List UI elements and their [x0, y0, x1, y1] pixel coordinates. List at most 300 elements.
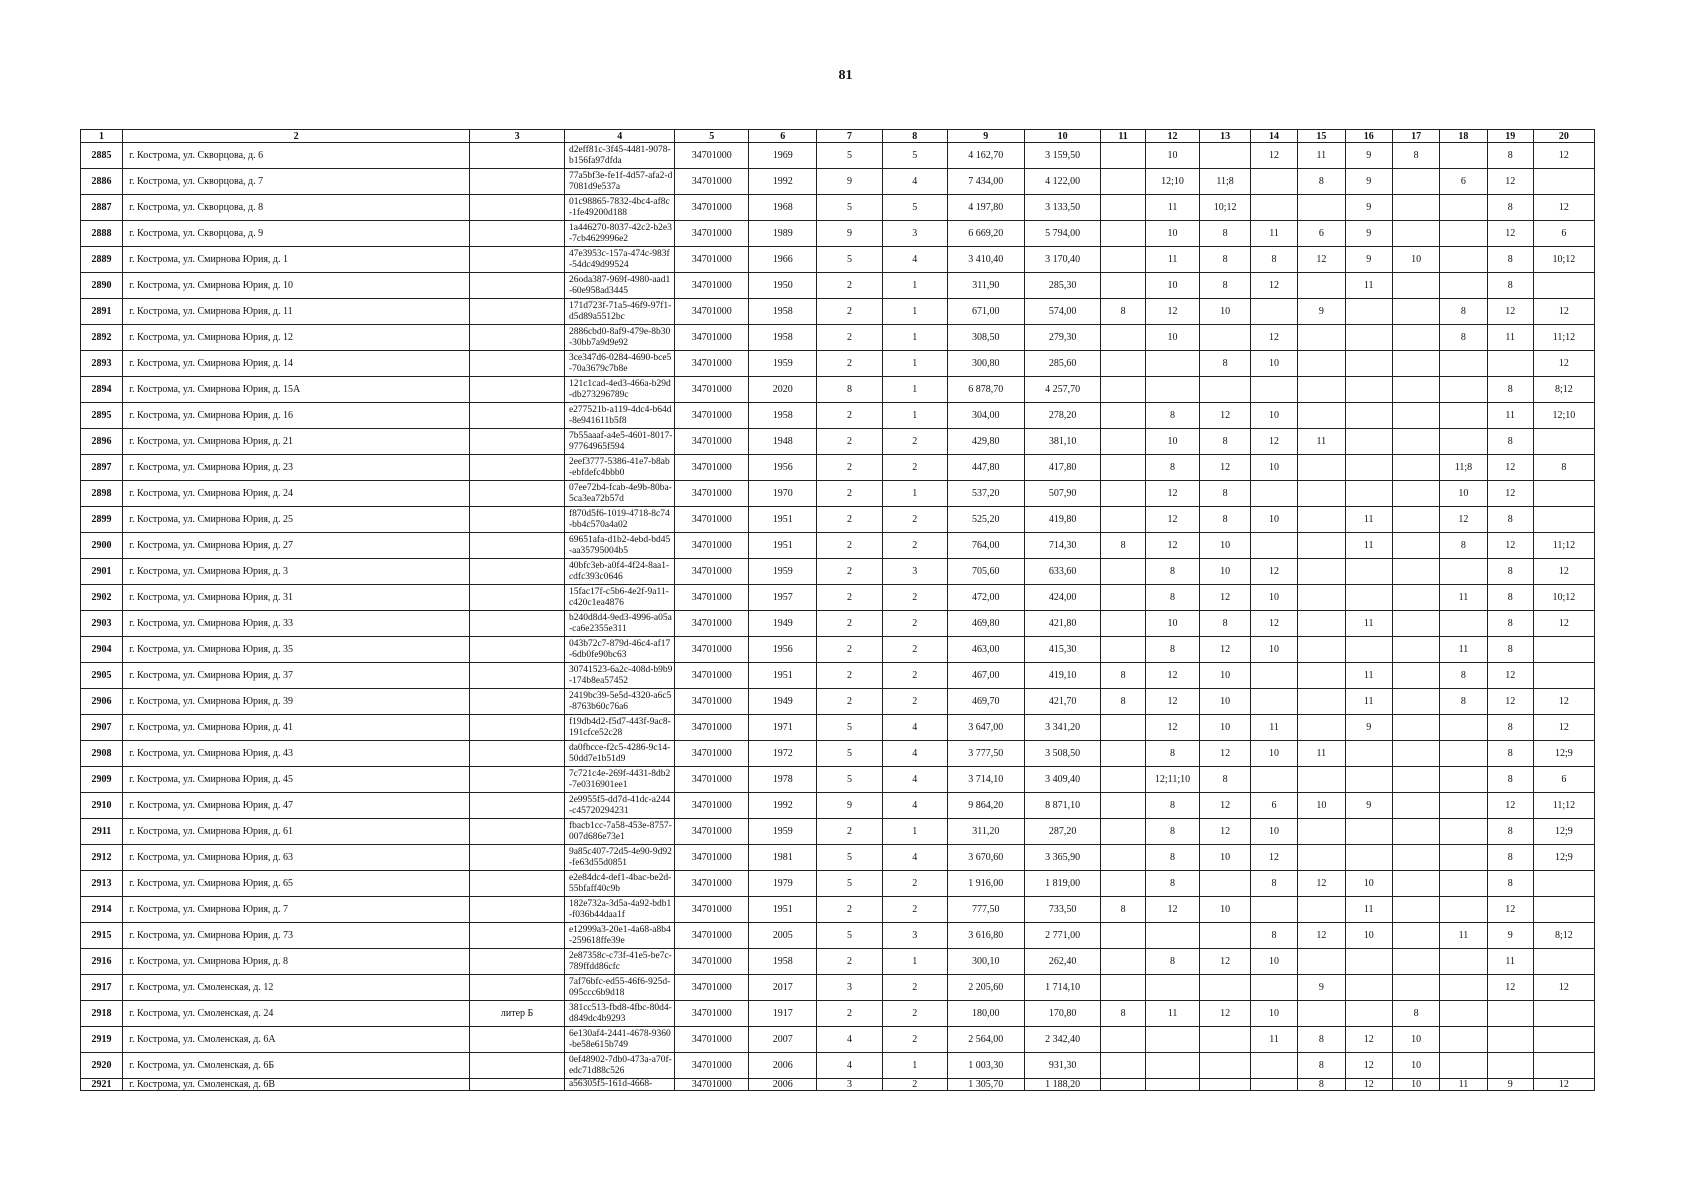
cell-col-17 [1392, 741, 1439, 767]
cell-col-15 [1298, 273, 1345, 299]
cell-col-20: 10;12 [1533, 247, 1594, 273]
cell-col-18 [1440, 793, 1487, 819]
year-cell: 1966 [749, 247, 817, 273]
cell-col-13: 8 [1200, 273, 1251, 299]
oktmo-cell: 34701000 [675, 559, 749, 585]
cell-col-19 [1487, 351, 1533, 377]
cell-col-8: 2 [882, 1027, 947, 1053]
cell-col-17 [1392, 611, 1439, 637]
cell-col-20 [1533, 507, 1594, 533]
cell-col-19: 9 [1487, 923, 1533, 949]
cell-col-12: 12 [1145, 533, 1200, 559]
cell-col-19: 11 [1487, 949, 1533, 975]
guid-cell: da0fbcce-f2c5-4286-9c14-50dd7e1b51d9 [564, 741, 674, 767]
cell-col-18: 8 [1440, 325, 1487, 351]
row-number-cell: 2896 [81, 429, 123, 455]
cell-col-9: 777,50 [947, 897, 1024, 923]
row-number-cell: 2888 [81, 221, 123, 247]
cell-col-8: 2 [882, 585, 947, 611]
cell-col-7: 2 [817, 299, 882, 325]
oktmo-cell: 34701000 [675, 533, 749, 559]
table-row [81, 299, 1595, 325]
year-cell: 1992 [749, 169, 817, 195]
oktmo-cell: 34701000 [675, 273, 749, 299]
cell-col-17 [1392, 533, 1439, 559]
table-row [81, 351, 1595, 377]
table-row [81, 715, 1595, 741]
table-row [81, 1027, 1595, 1053]
cell-col-16 [1345, 455, 1392, 481]
cell-col-16: 9 [1345, 793, 1392, 819]
cell-col-10: 2 771,00 [1024, 923, 1101, 949]
cell-col-20: 12 [1533, 689, 1594, 715]
cell-col-11 [1101, 845, 1145, 871]
cell-col-15: 11 [1298, 429, 1345, 455]
row-number-cell: 2919 [81, 1027, 123, 1053]
cell-col-8: 2 [882, 689, 947, 715]
cell-col-7: 2 [817, 429, 882, 455]
year-cell: 1948 [749, 429, 817, 455]
cell-col-9: 705,60 [947, 559, 1024, 585]
cell-col-16: 11 [1345, 611, 1392, 637]
column-header-14: 14 [1250, 130, 1297, 143]
cell-col-16 [1345, 1001, 1392, 1027]
cell-col-20: 10;12 [1533, 585, 1594, 611]
cell-col-18: 12 [1440, 507, 1487, 533]
year-cell: 2005 [749, 923, 817, 949]
address-cell: г. Кострома, ул. Смирнова Юрия, д. 33 [123, 611, 470, 637]
cell-col-16 [1345, 559, 1392, 585]
year-cell: 1957 [749, 585, 817, 611]
oktmo-cell: 34701000 [675, 429, 749, 455]
cell-col-8: 2 [882, 1079, 947, 1091]
cell-col-9: 2 564,00 [947, 1027, 1024, 1053]
cell-col-11 [1101, 949, 1145, 975]
address-cell: г. Кострома, ул. Смирнова Юрия, д. 65 [123, 871, 470, 897]
guid-cell: 1a446270-8037-42c2-b2e3-7cb4629996e2 [564, 221, 674, 247]
cell-col-10: 507,90 [1024, 481, 1101, 507]
year-cell: 1951 [749, 507, 817, 533]
cell-col-13 [1200, 1079, 1251, 1091]
cell-col-15: 8 [1298, 1027, 1345, 1053]
year-cell: 1969 [749, 143, 817, 169]
guid-cell: 381cc513-fbd8-4fbc-80d4-d849dc4b9293 [564, 1001, 674, 1027]
oktmo-cell: 34701000 [675, 299, 749, 325]
note-cell [470, 819, 565, 845]
cell-col-7: 5 [817, 767, 882, 793]
row-number-cell: 2906 [81, 689, 123, 715]
oktmo-cell: 34701000 [675, 221, 749, 247]
cell-col-10: 287,20 [1024, 819, 1101, 845]
cell-col-18: 11;8 [1440, 455, 1487, 481]
cell-col-15 [1298, 325, 1345, 351]
cell-col-10: 424,00 [1024, 585, 1101, 611]
cell-col-14: 11 [1250, 221, 1297, 247]
table-row [81, 897, 1595, 923]
cell-col-8: 1 [882, 377, 947, 403]
cell-col-9: 3 714,10 [947, 767, 1024, 793]
note-cell [470, 715, 565, 741]
cell-col-17: 10 [1392, 1079, 1439, 1091]
cell-col-13: 8 [1200, 429, 1251, 455]
column-header-6: 6 [749, 130, 817, 143]
cell-col-14 [1250, 1053, 1297, 1079]
cell-col-9: 3 410,40 [947, 247, 1024, 273]
table-row [81, 611, 1595, 637]
note-cell [470, 585, 565, 611]
guid-cell: 043b72c7-879d-46c4-af17-6db0fe90bc63 [564, 637, 674, 663]
cell-col-13: 12 [1200, 741, 1251, 767]
cell-col-17 [1392, 403, 1439, 429]
cell-col-14: 11 [1250, 715, 1297, 741]
cell-col-18: 11 [1440, 585, 1487, 611]
cell-col-12: 8 [1145, 637, 1200, 663]
year-cell: 1956 [749, 637, 817, 663]
cell-col-17: 10 [1392, 1027, 1439, 1053]
cell-col-10: 633,60 [1024, 559, 1101, 585]
cell-col-10: 3 170,40 [1024, 247, 1101, 273]
cell-col-7: 2 [817, 611, 882, 637]
cell-col-7: 3 [817, 975, 882, 1001]
cell-col-15 [1298, 897, 1345, 923]
cell-col-12: 12 [1145, 663, 1200, 689]
cell-col-11 [1101, 793, 1145, 819]
note-cell [470, 169, 565, 195]
cell-col-10: 4 122,00 [1024, 169, 1101, 195]
cell-col-14 [1250, 481, 1297, 507]
note-cell [470, 221, 565, 247]
cell-col-19: 8 [1487, 611, 1533, 637]
cell-col-16 [1345, 481, 1392, 507]
cell-col-12: 12;10 [1145, 169, 1200, 195]
year-cell: 1972 [749, 741, 817, 767]
address-cell: г. Кострома, ул. Смирнова Юрия, д. 8 [123, 949, 470, 975]
cell-col-18 [1440, 819, 1487, 845]
column-header-16: 16 [1345, 130, 1392, 143]
row-number-cell: 2917 [81, 975, 123, 1001]
cell-col-20: 12;9 [1533, 819, 1594, 845]
cell-col-19: 8 [1487, 871, 1533, 897]
cell-col-18 [1440, 559, 1487, 585]
cell-col-14: 10 [1250, 351, 1297, 377]
cell-col-13: 10 [1200, 559, 1251, 585]
cell-col-20: 12 [1533, 559, 1594, 585]
cell-col-12: 8 [1145, 741, 1200, 767]
cell-col-14: 11 [1250, 1027, 1297, 1053]
cell-col-11 [1101, 741, 1145, 767]
note-cell [470, 481, 565, 507]
cell-col-14: 8 [1250, 871, 1297, 897]
cell-col-10: 285,60 [1024, 351, 1101, 377]
cell-col-19: 8 [1487, 819, 1533, 845]
cell-col-9: 4 162,70 [947, 143, 1024, 169]
oktmo-cell: 34701000 [675, 793, 749, 819]
guid-cell: 69651afa-d1b2-4ebd-bd45-aa35795004b5 [564, 533, 674, 559]
note-cell [470, 455, 565, 481]
cell-col-11: 8 [1101, 1001, 1145, 1027]
guid-cell: 0ef48902-7db0-473a-a70f-edc71d88c526 [564, 1053, 674, 1079]
cell-col-20: 12 [1533, 195, 1594, 221]
cell-col-12: 8 [1145, 819, 1200, 845]
oktmo-cell: 34701000 [675, 403, 749, 429]
cell-col-16: 9 [1345, 195, 1392, 221]
row-number-cell: 2916 [81, 949, 123, 975]
cell-col-16: 9 [1345, 715, 1392, 741]
address-cell: г. Кострома, ул. Смоленская, д. 6Б [123, 1053, 470, 1079]
row-number-cell: 2908 [81, 741, 123, 767]
cell-col-8: 1 [882, 325, 947, 351]
cell-col-9: 3 616,80 [947, 923, 1024, 949]
cell-col-17 [1392, 325, 1439, 351]
oktmo-cell: 34701000 [675, 949, 749, 975]
note-cell [470, 403, 565, 429]
cell-col-12: 8 [1145, 559, 1200, 585]
cell-col-13: 8 [1200, 247, 1251, 273]
cell-col-20: 11;12 [1533, 325, 1594, 351]
cell-col-12: 12 [1145, 507, 1200, 533]
cell-col-20: 12 [1533, 975, 1594, 1001]
cell-col-14: 10 [1250, 507, 1297, 533]
table-row [81, 845, 1595, 871]
cell-col-13: 10;12 [1200, 195, 1251, 221]
guid-cell: a56305f5-161d-4668- [564, 1079, 674, 1091]
column-header-7: 7 [817, 130, 882, 143]
cell-col-8: 3 [882, 221, 947, 247]
cell-col-16 [1345, 585, 1392, 611]
cell-col-15: 12 [1298, 923, 1345, 949]
column-header-12: 12 [1145, 130, 1200, 143]
column-header-5: 5 [675, 130, 749, 143]
note-cell [470, 741, 565, 767]
oktmo-cell: 34701000 [675, 585, 749, 611]
oktmo-cell: 34701000 [675, 715, 749, 741]
cell-col-17: 8 [1392, 143, 1439, 169]
cell-col-7: 5 [817, 741, 882, 767]
cell-col-11 [1101, 975, 1145, 1001]
cell-col-7: 9 [817, 793, 882, 819]
cell-col-14: 12 [1250, 559, 1297, 585]
cell-col-18 [1440, 429, 1487, 455]
oktmo-cell: 34701000 [675, 1079, 749, 1091]
cell-col-7: 2 [817, 819, 882, 845]
cell-col-18 [1440, 949, 1487, 975]
year-cell: 2006 [749, 1053, 817, 1079]
cell-col-8: 5 [882, 195, 947, 221]
table-body [81, 143, 1595, 1091]
oktmo-cell: 34701000 [675, 1027, 749, 1053]
cell-col-19: 8 [1487, 273, 1533, 299]
guid-cell: 77a5bf3e-fe1f-4d57-afa2-d7081d9e537a [564, 169, 674, 195]
table-row [81, 975, 1595, 1001]
cell-col-11: 8 [1101, 663, 1145, 689]
cell-col-9: 4 197,80 [947, 195, 1024, 221]
cell-col-18: 6 [1440, 169, 1487, 195]
cell-col-12: 10 [1145, 429, 1200, 455]
cell-col-14: 12 [1250, 429, 1297, 455]
oktmo-cell: 34701000 [675, 819, 749, 845]
cell-col-14 [1250, 975, 1297, 1001]
cell-col-17 [1392, 923, 1439, 949]
cell-col-8: 3 [882, 923, 947, 949]
cell-col-12 [1145, 1053, 1200, 1079]
row-number-cell: 2886 [81, 169, 123, 195]
table-row [81, 1001, 1595, 1027]
cell-col-17 [1392, 975, 1439, 1001]
oktmo-cell: 34701000 [675, 143, 749, 169]
cell-col-7: 5 [817, 845, 882, 871]
guid-cell: f19db4d2-f5d7-443f-9ac8-191cfce52c28 [564, 715, 674, 741]
note-cell [470, 949, 565, 975]
address-cell: г. Кострома, ул. Смирнова Юрия, д. 41 [123, 715, 470, 741]
table-row [81, 923, 1595, 949]
table-row [81, 221, 1595, 247]
cell-col-7: 2 [817, 689, 882, 715]
cell-col-7: 9 [817, 169, 882, 195]
cell-col-16 [1345, 403, 1392, 429]
cell-col-7: 5 [817, 715, 882, 741]
cell-col-17 [1392, 585, 1439, 611]
cell-col-15: 8 [1298, 169, 1345, 195]
guid-cell: e12999a3-20e1-4a68-a8b4-259618ffe39e [564, 923, 674, 949]
cell-col-7: 5 [817, 195, 882, 221]
cell-col-8: 2 [882, 455, 947, 481]
guid-cell: 2886cbd0-8af9-479e-8b30-30bb7a9d9e92 [564, 325, 674, 351]
cell-col-9: 9 864,20 [947, 793, 1024, 819]
table-row [81, 637, 1595, 663]
cell-col-19: 8 [1487, 195, 1533, 221]
row-number-cell: 2911 [81, 819, 123, 845]
cell-col-17 [1392, 871, 1439, 897]
cell-col-16: 11 [1345, 273, 1392, 299]
note-cell [470, 663, 565, 689]
cell-col-12: 8 [1145, 455, 1200, 481]
cell-col-7: 3 [817, 1079, 882, 1091]
cell-col-12 [1145, 377, 1200, 403]
address-cell: г. Кострома, ул. Смирнова Юрия, д. 73 [123, 923, 470, 949]
cell-col-8: 2 [882, 663, 947, 689]
cell-col-8: 2 [882, 637, 947, 663]
oktmo-cell: 34701000 [675, 377, 749, 403]
cell-col-10: 3 133,50 [1024, 195, 1101, 221]
address-cell: г. Кострома, ул. Смирнова Юрия, д. 27 [123, 533, 470, 559]
cell-col-10: 2 342,40 [1024, 1027, 1101, 1053]
cell-col-19 [1487, 1027, 1533, 1053]
cell-col-14: 12 [1250, 845, 1297, 871]
note-cell [470, 429, 565, 455]
cell-col-18 [1440, 845, 1487, 871]
cell-col-9: 537,20 [947, 481, 1024, 507]
cell-col-12 [1145, 1027, 1200, 1053]
cell-col-8: 5 [882, 143, 947, 169]
cell-col-15: 9 [1298, 299, 1345, 325]
cell-col-15: 11 [1298, 143, 1345, 169]
row-number-cell: 2918 [81, 1001, 123, 1027]
cell-col-7: 5 [817, 923, 882, 949]
cell-col-10: 285,30 [1024, 273, 1101, 299]
cell-col-10: 421,70 [1024, 689, 1101, 715]
cell-col-19: 12 [1487, 533, 1533, 559]
cell-col-17: 10 [1392, 247, 1439, 273]
row-number-cell: 2895 [81, 403, 123, 429]
cell-col-13: 11;8 [1200, 169, 1251, 195]
cell-col-12: 12 [1145, 299, 1200, 325]
cell-col-20: 12 [1533, 351, 1594, 377]
oktmo-cell: 34701000 [675, 767, 749, 793]
cell-col-12: 8 [1145, 403, 1200, 429]
cell-col-14: 8 [1250, 247, 1297, 273]
row-number-cell: 2893 [81, 351, 123, 377]
column-header-4: 4 [564, 130, 674, 143]
cell-col-10: 419,10 [1024, 663, 1101, 689]
cell-col-14: 12 [1250, 325, 1297, 351]
cell-col-18 [1440, 1027, 1487, 1053]
cell-col-7: 2 [817, 663, 882, 689]
cell-col-9: 3 647,00 [947, 715, 1024, 741]
cell-col-11: 8 [1101, 897, 1145, 923]
note-cell [470, 1027, 565, 1053]
address-cell: г. Кострома, ул. Смирнова Юрия, д. 10 [123, 273, 470, 299]
cell-col-16 [1345, 377, 1392, 403]
year-cell: 1971 [749, 715, 817, 741]
cell-col-15 [1298, 585, 1345, 611]
cell-col-13 [1200, 871, 1251, 897]
address-cell: г. Кострома, ул. Смирнова Юрия, д. 63 [123, 845, 470, 871]
row-number-cell: 2901 [81, 559, 123, 585]
cell-col-10: 278,20 [1024, 403, 1101, 429]
year-cell: 1970 [749, 481, 817, 507]
cell-col-18: 11 [1440, 923, 1487, 949]
note-cell [470, 611, 565, 637]
note-cell [470, 273, 565, 299]
row-number-cell: 2910 [81, 793, 123, 819]
cell-col-11 [1101, 819, 1145, 845]
note-cell [470, 975, 565, 1001]
cell-col-16: 9 [1345, 247, 1392, 273]
row-number-cell: 2909 [81, 767, 123, 793]
cell-col-11: 8 [1101, 689, 1145, 715]
note-cell [470, 195, 565, 221]
cell-col-7: 2 [817, 507, 882, 533]
oktmo-cell: 34701000 [675, 741, 749, 767]
cell-col-15 [1298, 663, 1345, 689]
table-row [81, 793, 1595, 819]
year-cell: 2020 [749, 377, 817, 403]
cell-col-9: 180,00 [947, 1001, 1024, 1027]
cell-col-20: 12 [1533, 1079, 1594, 1091]
cell-col-15 [1298, 767, 1345, 793]
cell-col-16: 12 [1345, 1053, 1392, 1079]
cell-col-13: 10 [1200, 689, 1251, 715]
cell-col-8: 2 [882, 507, 947, 533]
guid-cell: e277521b-a119-4dc4-b64d-8e941611b5f8 [564, 403, 674, 429]
cell-col-7: 4 [817, 1053, 882, 1079]
cell-col-8: 2 [882, 611, 947, 637]
note-cell [470, 845, 565, 871]
cell-col-14: 10 [1250, 819, 1297, 845]
cell-col-20: 12 [1533, 143, 1594, 169]
cell-col-20 [1533, 663, 1594, 689]
cell-col-7: 5 [817, 871, 882, 897]
cell-col-13: 12 [1200, 819, 1251, 845]
cell-col-12: 12;11;10 [1145, 767, 1200, 793]
cell-col-17 [1392, 299, 1439, 325]
cell-col-13: 10 [1200, 299, 1251, 325]
cell-col-10: 1 819,00 [1024, 871, 1101, 897]
cell-col-19: 12 [1487, 897, 1533, 923]
year-cell: 1949 [749, 611, 817, 637]
note-cell [470, 247, 565, 273]
note-cell [470, 533, 565, 559]
